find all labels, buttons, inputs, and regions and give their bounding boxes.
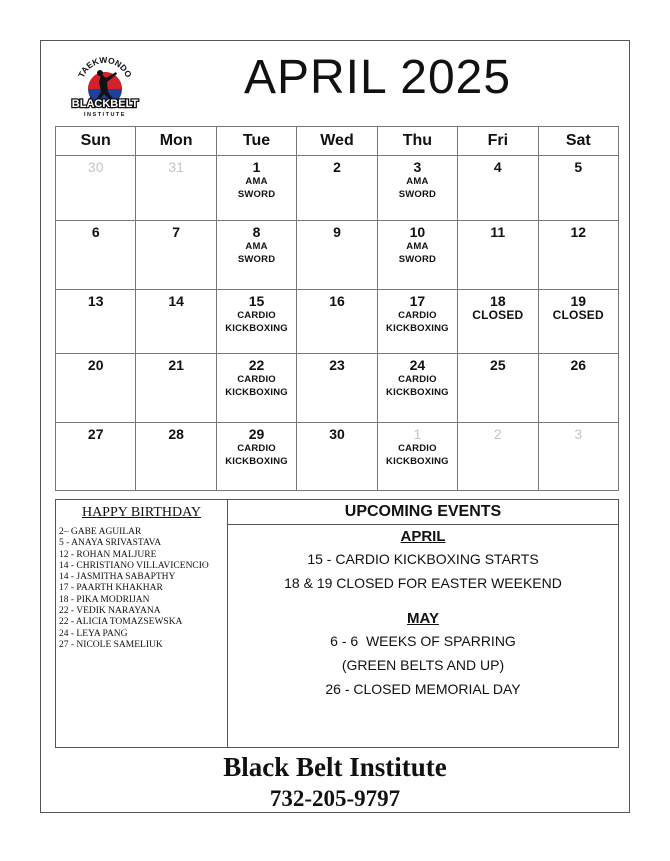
calendar-day-cell (538, 221, 618, 290)
day-number: 18 (490, 293, 506, 309)
calendar-day-cell (377, 221, 457, 290)
bottom-section (55, 499, 619, 748)
calendar-day-cell (377, 423, 457, 491)
day-event-label: AMA (406, 176, 429, 187)
calendar-day-cell (56, 423, 136, 491)
day-number: 5 (574, 159, 583, 175)
calendar-week-row (56, 221, 619, 290)
calendar-day-cell (56, 156, 136, 221)
day-number: 9 (333, 224, 341, 240)
day-number: 30 (87, 159, 104, 175)
day-number: 21 (168, 357, 184, 373)
day-number: 19 (570, 293, 587, 309)
weekday-thu: Thu (377, 127, 457, 156)
calendar-day-cell (297, 221, 377, 290)
day-number: 25 (490, 357, 506, 373)
calendar-day-cell (538, 290, 618, 354)
page-title: APRIL 2025 (243, 51, 512, 104)
day-number: 28 (168, 426, 184, 442)
taekwondo-logo (70, 52, 140, 118)
day-number: 27 (87, 426, 104, 442)
weekday-fri: Fri (458, 127, 538, 156)
calendar-day-cell (458, 290, 538, 354)
calendar-day-cell (136, 156, 216, 221)
event-item: 18 & 19 CLOSED FOR EASTER WEEKEND (284, 575, 562, 591)
calendar-week-row (56, 354, 619, 423)
calendar-day-cell (377, 156, 457, 221)
calendar-day-cell (458, 423, 538, 491)
calendar-day-cell (56, 290, 136, 354)
day-event-label: KICKBOXING (225, 456, 288, 467)
day-number: 2 (493, 426, 502, 442)
day-event-label: KICKBOXING (386, 387, 449, 398)
birthday-entry: 22 - ALICIA TOMAZSEWSKA (59, 617, 183, 628)
day-event-label: AMA (406, 241, 429, 252)
day-number: 22 (248, 357, 265, 373)
day-number: 1 (413, 426, 422, 442)
event-item: 15 - CARDIO KICKBOXING STARTS (307, 551, 539, 567)
day-number: 13 (87, 293, 104, 309)
day-event-label: CLOSED (552, 308, 604, 322)
day-number: 31 (168, 159, 184, 175)
day-event-label: CARDIO (237, 310, 276, 321)
events-title: UPCOMING EVENTS (228, 500, 618, 525)
day-number: 3 (574, 426, 583, 442)
footer-phone: 732-205-9797 (269, 786, 401, 811)
day-number: 29 (248, 426, 265, 442)
calendar-day-cell (216, 290, 296, 354)
calendar-grid (55, 126, 619, 491)
calendar-day-cell (136, 423, 216, 491)
day-number: 10 (409, 224, 426, 240)
calendar-day-cell (538, 423, 618, 491)
day-event-label: KICKBOXING (225, 387, 288, 398)
day-event-label: CLOSED (472, 308, 524, 322)
birthday-list (59, 527, 227, 651)
day-number: 16 (329, 293, 345, 309)
birthday-entry: 14 - JASMITHA SABAPTHY (59, 572, 176, 583)
day-event-label: SWORD (237, 189, 276, 200)
weekday-sun: Sun (56, 127, 136, 156)
day-event-label: SWORD (237, 254, 276, 265)
birthday-entry: 12 - ROHAN MALJURE (59, 549, 157, 560)
day-number: 7 (172, 224, 181, 240)
event-item: 6 - 6 WEEKS OF SPARRING (330, 633, 516, 649)
birthday-entry: 27 - NICOLE SAMELIUK (59, 639, 163, 650)
day-number: 14 (168, 293, 184, 309)
weekday-header-row (56, 127, 619, 156)
day-number: 2 (333, 159, 341, 175)
day-number: 30 (329, 426, 345, 442)
calendar-day-cell (297, 156, 377, 221)
birthday-title: HAPPY BIRTHDAY (81, 505, 202, 520)
events-panel (228, 500, 618, 747)
day-number: 23 (329, 357, 345, 373)
calendar-day-cell (216, 354, 296, 423)
day-event-label: CARDIO (237, 443, 276, 454)
day-number: 17 (409, 293, 426, 309)
calendar-day-cell (56, 221, 136, 290)
calendar-day-cell (297, 354, 377, 423)
birthday-panel (56, 500, 228, 747)
calendar-week-row (56, 290, 619, 354)
calendar-week-row (56, 156, 619, 221)
footer-business-name: Black Belt Institute (223, 752, 447, 782)
weekday-tue: Tue (216, 127, 296, 156)
day-event-label: SWORD (398, 254, 437, 265)
weekday-sat: Sat (538, 127, 618, 156)
day-number: 1 (252, 159, 261, 175)
day-event-label: CARDIO (398, 310, 437, 321)
day-event-label: CARDIO (398, 374, 437, 385)
birthday-entry: 22 - VEDIK NARAYANA (59, 606, 161, 617)
calendar-day-cell (538, 354, 618, 423)
day-number: 11 (490, 224, 506, 240)
calendar-day-cell (216, 221, 296, 290)
birthday-entry: 24 - LEYA PANG (59, 628, 128, 639)
calendar-day-cell (56, 354, 136, 423)
calendar-day-cell (377, 290, 457, 354)
day-event-label: AMA (245, 176, 268, 187)
events-april-heading: APRIL (400, 528, 446, 545)
day-event-label: KICKBOXING (225, 323, 288, 334)
birthday-entry: 14 - CHRISTIANO VILLAVICENCIO (59, 560, 209, 571)
birthday-entry: 5 - ANAYA SRIVASTAVA (59, 538, 162, 549)
day-event-label: SWORD (398, 189, 437, 200)
calendar-day-cell (458, 156, 538, 221)
svg-text:BLACKBELT: BLACKBELT (71, 98, 139, 110)
calendar-day-cell (538, 156, 618, 221)
day-event-label: AMA (245, 241, 268, 252)
calendar-day-cell (377, 354, 457, 423)
calendar-day-cell (136, 290, 216, 354)
calendar-week-row (56, 423, 619, 491)
calendar-day-cell (297, 290, 377, 354)
day-number: 6 (91, 224, 100, 240)
day-number: 15 (248, 293, 265, 309)
calendar-day-cell (458, 354, 538, 423)
calendar-day-cell (136, 221, 216, 290)
calendar-day-cell (216, 423, 296, 491)
day-event-label: KICKBOXING (386, 323, 449, 334)
day-number: 20 (87, 357, 104, 373)
birthday-entry: 17 - PAARTH KHAKHAR (59, 583, 163, 594)
day-number: 4 (493, 159, 502, 175)
day-event-label: CARDIO (237, 374, 276, 385)
day-number: 8 (252, 224, 261, 240)
svg-text:INSTITUTE: INSTITUTE (84, 112, 126, 118)
weekday-mon: Mon (136, 127, 216, 156)
day-number: 26 (570, 357, 587, 373)
day-event-label: KICKBOXING (386, 456, 449, 467)
birthday-entry: 2– GABE AGUILAR (59, 527, 142, 537)
calendar-body (56, 156, 619, 491)
day-number: 24 (409, 357, 426, 373)
calendar-day-cell (136, 354, 216, 423)
birthday-entry: 18 - PIKA MODRIJAN (59, 594, 150, 605)
day-number: 3 (413, 159, 422, 175)
svg-text:TAEKWONDO: TAEKWONDO (76, 54, 134, 80)
day-event-label: CARDIO (398, 443, 437, 454)
calendar-day-cell (216, 156, 296, 221)
calendar-day-cell (458, 221, 538, 290)
events-may-heading: MAY (407, 610, 439, 627)
event-item: (GREEN BELTS AND UP) (341, 657, 505, 673)
day-number: 12 (570, 224, 587, 240)
event-item: 26 - CLOSED MEMORIAL DAY (325, 681, 521, 697)
calendar-day-cell (297, 423, 377, 491)
weekday-wed: Wed (297, 127, 377, 156)
